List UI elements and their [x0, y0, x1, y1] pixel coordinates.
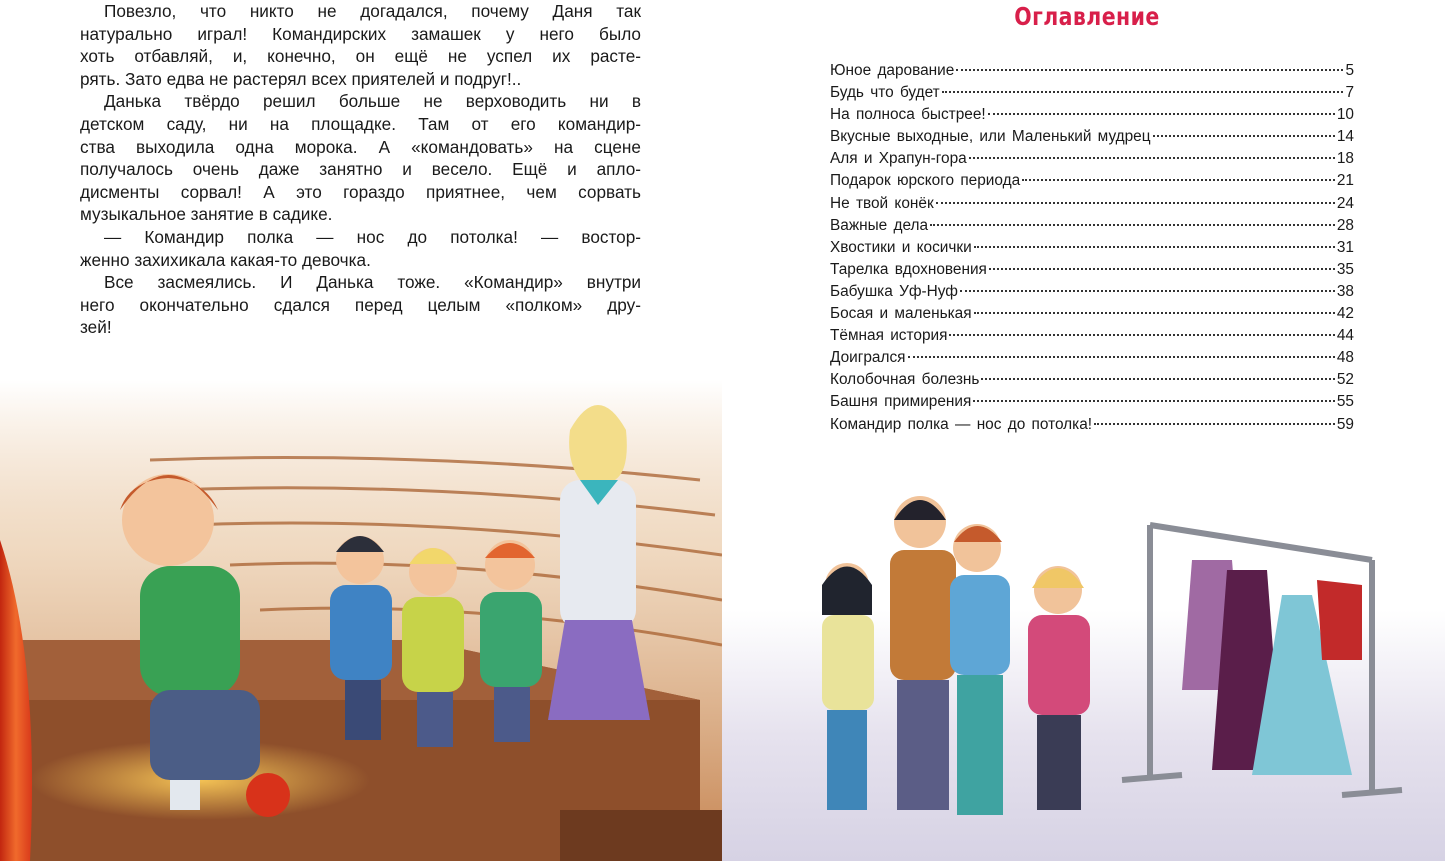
- story-line: женно захихикала какая-то девочка.: [80, 249, 371, 270]
- dot-leader: [930, 210, 1335, 226]
- dot-leader: [956, 55, 1343, 71]
- toc-entry-title: На полноса быстрее!: [830, 106, 986, 124]
- toc-entry-title: Босая и маленькая: [830, 305, 972, 323]
- toc-entry-title: Тёмная история: [830, 327, 948, 345]
- dot-leader: [989, 254, 1335, 270]
- toc-entry-title: Тарелка вдохновения: [830, 260, 987, 278]
- toc-entry-title: Доигрался: [830, 349, 906, 367]
- story-line: — Командир полка — нос до потолка! — востор-: [104, 226, 641, 247]
- toc-entry-page: 7: [1345, 84, 1354, 102]
- dot-leader: [1022, 165, 1335, 181]
- toc-entry-title: Хвостики и косички: [830, 238, 972, 256]
- dot-leader: [974, 298, 1335, 314]
- toc-entry-title: Колобочная болезнь: [830, 371, 980, 389]
- dot-leader: [973, 386, 1335, 402]
- dot-leader: [1094, 409, 1335, 425]
- toc-entry-title: Командир полка — нос до потолка!: [830, 415, 1093, 433]
- dot-leader: [969, 143, 1335, 159]
- red-ball: [246, 773, 290, 817]
- story-line: Данька твёрдо решил больше не верховодить ни в: [104, 91, 641, 112]
- dot-leader: [960, 276, 1335, 292]
- dot-leader: [949, 320, 1334, 336]
- toc-entry-page: 10: [1336, 106, 1354, 124]
- dot-leader: [974, 232, 1335, 248]
- toc-entry-page: 38: [1336, 282, 1354, 300]
- story-line: детском саду, ни на площадке. Там от его командир-: [80, 113, 641, 134]
- toc-heading: Оглавление: [1014, 2, 1160, 31]
- dot-leader: [936, 188, 1335, 204]
- story-text: [80, 0, 641, 339]
- toc-entry-title: Башня примирения: [830, 393, 972, 411]
- toc-entry-title: Аля и Храпун-гора: [830, 150, 967, 168]
- dot-leader: [942, 77, 1344, 93]
- story-line: рять. Зато едва не растерял всех приятелей и подруг!..: [80, 68, 522, 89]
- toc-entry-page: 42: [1336, 305, 1354, 323]
- wardrobe-illustration: [722, 430, 1445, 861]
- toc-entry-title: Юное дарование: [830, 62, 955, 79]
- toc-entry-page: 48: [1336, 349, 1354, 367]
- toc-entry-title: Будь что будет: [830, 84, 940, 102]
- toc-entry-page: 31: [1336, 238, 1354, 256]
- toc-entry-page: 44: [1336, 327, 1354, 345]
- children-group: [330, 536, 542, 747]
- dot-leader: [981, 364, 1334, 380]
- toc-entry-page: 28: [1336, 216, 1354, 234]
- story-line: ства выходила одна морока. А «командовать» на сцене: [80, 136, 641, 157]
- toc-entry-page: 55: [1336, 393, 1354, 411]
- dot-leader: [908, 342, 1335, 358]
- story-line: хоть отбавляй, и, конечно, он ещё не успел их расте-: [80, 46, 641, 67]
- story-line: Все засмеялись. И Данька тоже. «Командир» внутри: [104, 272, 641, 293]
- toc-entry-title: Подарок юрского периода: [830, 172, 1021, 190]
- right-page: [722, 0, 1445, 861]
- dot-leader: [988, 99, 1335, 115]
- left-page: [0, 0, 722, 861]
- story-line: натурально играл! Командирских замашек у него было: [80, 23, 641, 44]
- toc-entry-page: 59: [1336, 415, 1354, 433]
- story-line: получалось очень даже занятно и весело. Ещё и апло-: [80, 159, 641, 180]
- toc-entry-title: Не твой конёк: [830, 194, 934, 212]
- story-line: Повезло, что никто не догадался, почему Даня так: [104, 1, 641, 21]
- story-line: зей!: [80, 317, 112, 338]
- story-line: музыкальное занятие в садике.: [80, 204, 333, 225]
- toc-entry-title: Вкусные выходные, или Маленький мудрец: [830, 128, 1151, 146]
- toc-entry-title: Важные дела: [830, 216, 929, 234]
- dot-leader: [1153, 121, 1335, 137]
- toc-entry-page: 52: [1336, 371, 1354, 389]
- story-line: него окончательно сдался перед целым «полком» дру-: [80, 294, 641, 315]
- story-line: дисменты сорвал! А это гораздо приятнее, чем сорвать: [80, 181, 641, 202]
- toc-entry-page: 21: [1336, 172, 1354, 190]
- table-of-contents: [830, 59, 1354, 435]
- toc-entry-page: 24: [1336, 194, 1354, 212]
- toc-entry-page: 14: [1336, 128, 1354, 146]
- toc-entry-title: Бабушка Уф-Нуф: [830, 282, 958, 300]
- stage-illustration: [0, 340, 722, 861]
- toc-entry-page: 18: [1336, 150, 1354, 168]
- toc-entry-page: 5: [1345, 62, 1354, 79]
- toc-entry-page: 35: [1336, 260, 1354, 278]
